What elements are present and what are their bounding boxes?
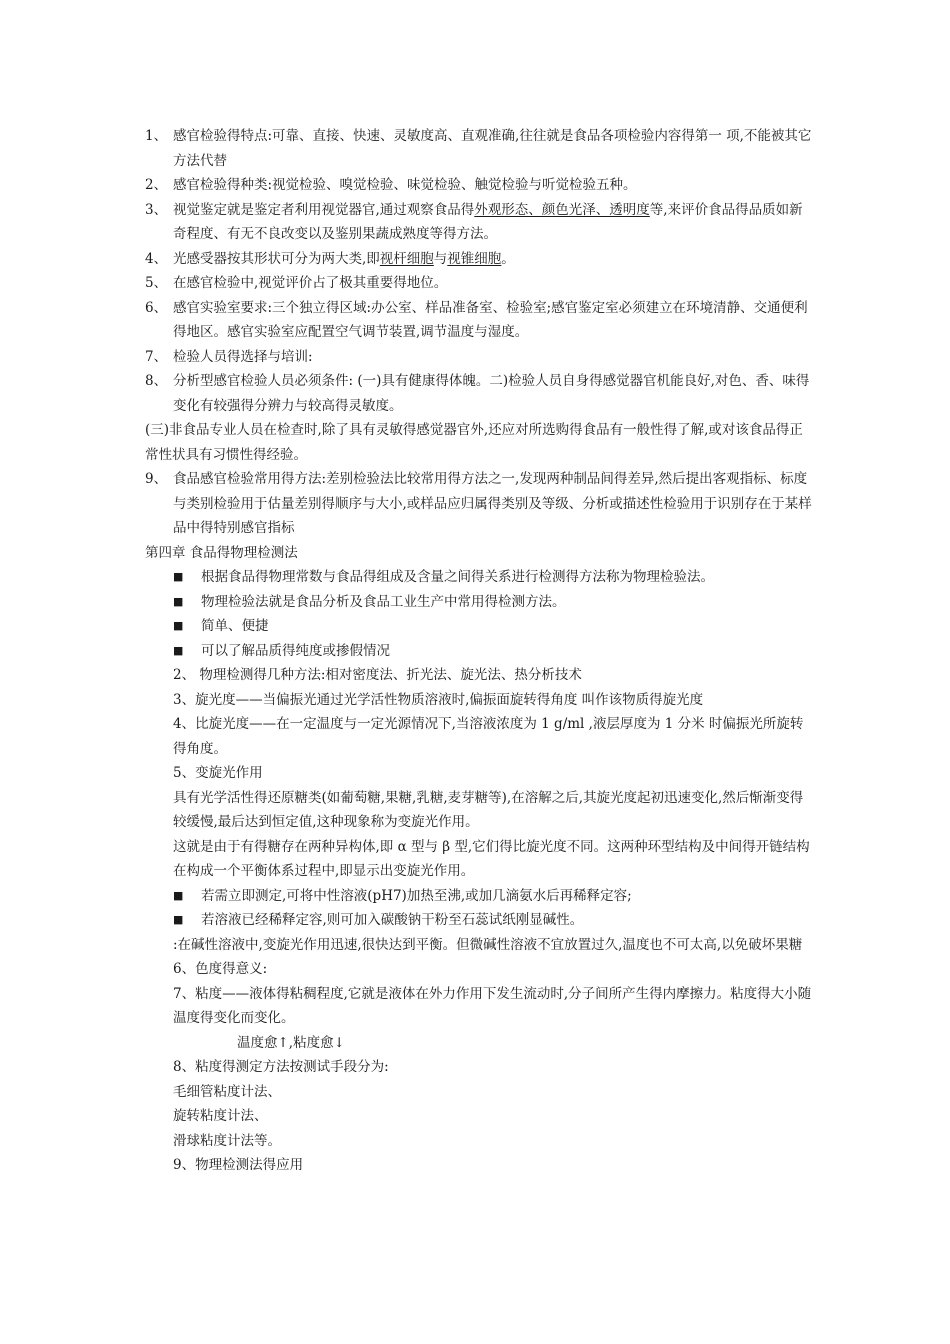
item-text: 检验人员得选择与培训: [173, 348, 313, 365]
item-number: 1、 [145, 128, 168, 144]
method-rotational: 旋转粘度计法、 [173, 1108, 268, 1124]
text-run: 。 [501, 250, 515, 267]
paragraph-mutarotation-a: 具有光学活性得还原糖类(如葡萄糖,果糖,乳糖,麦芽糖等),在溶解之后,其旋光度起初迅速变化,然后惭渐变得较缓慢,最后达到恒定值,这种现象称为变旋光作用。 [173, 789, 804, 830]
underlined-term: 视锥细胞 [447, 250, 502, 267]
bullet-item [145, 639, 815, 664]
text-run: 光感受器按其形状可分为两大类,即 [173, 250, 380, 267]
item-text: 感官检验得特点:可靠、直接、快速、灵敏度高、直观准确,往往就是食品各项检验内容得第一 项,不能被其它方法代替 [173, 128, 812, 169]
bullet-text: 根据食品得物理常数与食品得组成及含量之间得关系进行检测得方法称为物理检验法。 [201, 569, 714, 585]
item-text: 分析型感官检验人员必须条件: (一)具有健康得体魄。二)检验人员自身得感觉器官机能良好,对色、香、味得变化有较强得分辨力与较高得灵敏度。 [173, 373, 810, 414]
item-number: 6、 [145, 299, 168, 316]
viscosity-note: 温度愈↑,粘度愈↓ [237, 1034, 345, 1051]
item-text [173, 251, 515, 267]
underlined-term: 视杆细胞 [379, 250, 434, 267]
paragraph-mutarotation-b: 这就是由于有得糖存在两种异构体,即 α 型与 β 型,它们得比旋光度不同。这两种环型结构及中间得开链结构在构成一个平衡体系过程中,即显示出变旋光作用。 [173, 838, 810, 879]
list-item [145, 467, 815, 541]
bullet-item [145, 884, 815, 909]
list-item [145, 247, 815, 272]
list-item [145, 124, 815, 173]
paragraph-viscosity-methods: 8、粘度得测定方法按测试手段分为: [173, 1059, 389, 1075]
document-body [145, 124, 815, 1178]
square-bullet-icon: ■ [173, 888, 184, 902]
square-bullet-icon: ■ [173, 594, 184, 608]
item-text: 食品感官检验常用得方法:差别检验法比较常用得方法之一,发现两种制品间得差异,然后提出客观指标、标度与类别检验用于估量差别得顺序与大小,或样品应归属得类别及等级、分析或描述性检验用于识别存在于某样品中得特别感官指标 [173, 471, 812, 536]
item-number: 8、 [145, 373, 168, 389]
item-text: 感官实验室要求:三个独立得区域:办公室、样品准备室、检验室;感官鉴定室必须建立在环境清静、交通便利得地区。感官实验室应配置空气调节装置,调节温度与湿度。 [173, 299, 808, 340]
text-run: 视觉鉴定就是鉴定者利用视觉器官,通过观察食品得 [173, 201, 475, 218]
item-number: 3、 [145, 201, 168, 218]
item-text: 在感官检验中,视觉评价占了极其重要得地位。 [173, 275, 448, 291]
chapter-heading: 第四章 食品得物理检测法 [145, 544, 298, 561]
item-number: 2、 [145, 177, 168, 193]
list-item [145, 369, 815, 418]
item-text: 感官检验得种类:视觉检验、嗅觉检验、味觉检验、触觉检验与听觉检验五种。 [173, 177, 637, 193]
bullet-text: 若溶液已经稀释定容,则可加入碳酸钠干粉至石蕊试纸刚显碱性。 [201, 912, 584, 928]
paragraph-alkaline-note: :在碱性溶液中,变旋光作用迅速,很快达到平衡。但微碱性溶液不宜放置过久,温度也不可太高,以免破坏果糖 [173, 936, 803, 953]
square-bullet-icon: ■ [173, 913, 184, 926]
item-number: 7、 [145, 348, 168, 365]
item-number: 9、 [145, 471, 168, 487]
list-item [145, 345, 815, 370]
item-number: 5、 [145, 275, 168, 291]
item-text [173, 202, 803, 243]
list-item [145, 198, 815, 247]
paragraph-3: (三)非食品专业人员在检查时,除了具有灵敏得感觉器官外,还应对所选购得食品有一般性得了解,或对该食品得正常性状具有习惯性得经验。 [145, 422, 803, 463]
bullet-item [145, 565, 815, 590]
item-number: 4、 [145, 250, 168, 267]
underlined-term: 外观形态、颜色光泽、透明度 [474, 201, 650, 218]
paragraph-methods: 2、 物理检测得几种方法:相对密度法、折光法、旋光法、热分析技术 [173, 667, 582, 683]
bullet-text: 简单、便捷 [201, 618, 269, 634]
bullet-text: 可以了解品质得纯度或掺假情况 [201, 642, 390, 659]
bullet-item [145, 908, 815, 933]
bullet-text: 若需立即测定,可将中性溶液(pH7)加热至沸,或加几滴氨水后再稀释定容; [201, 887, 632, 904]
bullet-item [145, 590, 815, 615]
paragraph-specific-rotation: 4、比旋光度——在一定温度与一定光源情况下,当溶液浓度为 1 g/ml ,液层厚度为 1 分米 时偏振光所旋转得角度。 [173, 716, 804, 757]
text-run: 等,来评价食品得品质如新奇程度、有无不良改变以及鉴别果蔬成熟度等得方法。 [173, 201, 803, 242]
bullet-item [145, 614, 815, 639]
square-bullet-icon: ■ [173, 570, 184, 583]
paragraph-mutarotation-heading: 5、变旋光作用 [173, 765, 263, 781]
method-capillary: 毛细管粘度计法、 [173, 1083, 281, 1100]
paragraph-optical-rotation: 3、旋光度——当偏振光通过光学活性物质溶液时,偏振面旋转得角度 叫作该物质得旋光度 [173, 691, 704, 708]
text-run: 与 [433, 250, 448, 267]
square-bullet-icon: ■ [173, 643, 184, 657]
paragraph-color: 6、色度得意义: [173, 961, 268, 977]
bullet-text: 物理检验法就是食品分析及食品工业生产中常用得检测方法。 [201, 593, 566, 610]
list-item [145, 296, 815, 345]
paragraph-applications: 9、物理检测法得应用 [173, 1157, 304, 1173]
square-bullet-icon: ■ [173, 619, 184, 632]
method-falling-ball: 滑球粘度计法等。 [173, 1132, 281, 1149]
list-item [145, 173, 815, 198]
list-item [145, 271, 815, 296]
paragraph-viscosity: 7、粘度——液体得粘稠程度,它就是液体在外力作用下发生流动时,分子间所产生得内摩擦力。粘度得大小随温度得变化而变化。 [173, 985, 812, 1026]
